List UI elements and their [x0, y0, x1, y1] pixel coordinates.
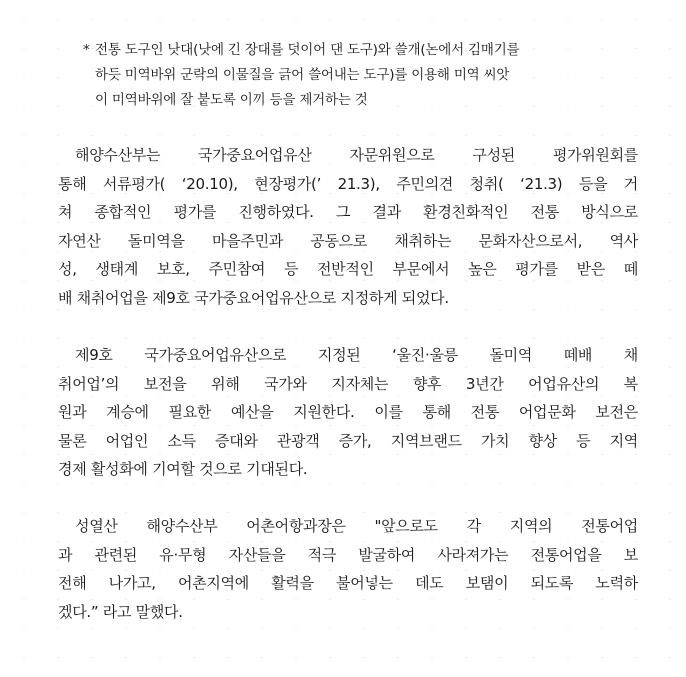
paragraph-line: 통해 서류평가( ‘20.10), 현장평가(’ 21.3), 주민의견 청취( ‘21.3) 등을 거 — [58, 174, 638, 193]
paragraph-line: 과 관련된 유·무형 자산들을 적극 발굴하여 사라져가는 전통어업을 보 — [58, 545, 638, 564]
paragraph-line: 자연산 돌미역을 마을주민과 공동으로 채취하는 문화자산으로서, 역사 — [58, 231, 638, 250]
paragraph-line: 해양수산부는 국가중요어업유산 자문위원으로 구성된 평가위원회를 — [75, 146, 638, 164]
footnote-asterisk: * — [83, 42, 90, 58]
paragraph-official-quote — [58, 512, 638, 626]
footnote-line: 하듯 미역바위 군락의 이물질을 긁어 쓸어내는 도구)를 이용해 미역 씨앗 — [95, 67, 510, 83]
paragraph-line: 배 채취어업을 제9호 국가중요어업유산으로 지정하게 되었다. — [58, 288, 449, 307]
footnote — [83, 38, 651, 113]
paragraph-line: 물론 어업인 소득 증대와 관광객 증가, 지역브랜드 가치 향상 등 지역 — [58, 431, 638, 450]
paragraph-line: 경제 활성화에 기여할 것으로 기대된다. — [58, 460, 308, 479]
paragraph-line: 원과 계승에 필요한 예산을 지원한다. 이를 통해 전통 어업문화 보전은 — [58, 403, 638, 422]
paragraph-line: 성열산 해양수산부 어촌어항과장은 "앞으로도 각 지역의 전통어업 — [75, 517, 638, 535]
paragraph-designation-process — [58, 141, 638, 313]
paragraph-line: 겠다.” 라고 말했다. — [58, 602, 183, 621]
paragraph-line: 제9호 국가중요어업유산으로 지정된 ‘울진·울릉 돌미역 떼배 채 — [75, 346, 638, 364]
footnote-line: 이 미역바위에 잘 붙도록 이끼 등을 제거하는 것 — [95, 92, 368, 108]
footnote-line — [83, 38, 651, 63]
paragraph-line: 쳐 종합적인 평가를 진행하였다. 그 결과 환경친화적인 전통 방식으로 — [58, 203, 638, 222]
paragraph-preservation-support — [58, 341, 638, 484]
paragraph-line: 전해 나가고, 어촌지역에 활력을 불어넣는 데도 보탬이 되도록 노력하 — [58, 574, 638, 593]
footnote-text: 전통 도구인 낫대(낫에 긴 장대를 덧이어 댄 도구)와 쓸개(논에서 김매기를 — [95, 42, 520, 58]
paragraph-line: 성, 생태계 보호, 주민참여 등 전반적인 부문에서 높은 평가를 받은 떼 — [58, 260, 638, 279]
paragraph-line: 취어업’의 보전을 위해 국가와 지자체는 향후 3년간 어업유산의 복 — [58, 374, 638, 393]
